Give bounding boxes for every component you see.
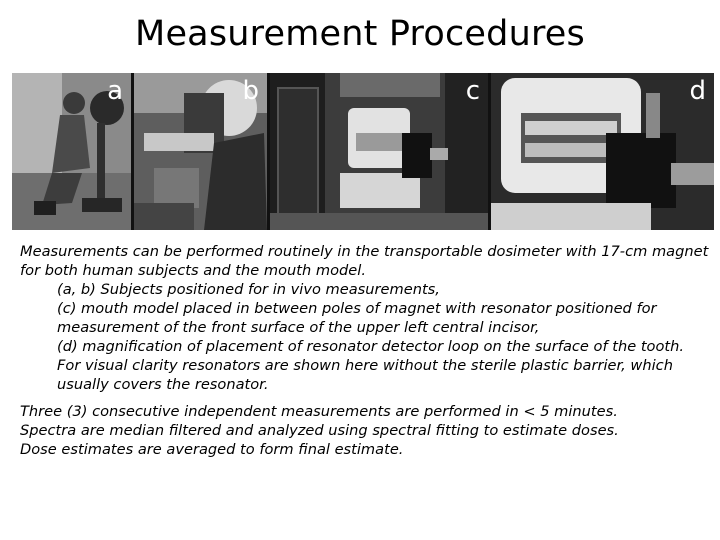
photo-c-image xyxy=(270,73,488,230)
summary-line-3: Dose estimates are averaged to form final estimate. xyxy=(20,441,404,458)
panel-label: a xyxy=(107,76,123,106)
panel-label: c xyxy=(465,76,480,106)
intro-text: Measurements can be performed routinely in the transportable dosimeter with 17-cm magnet for both human subjects and the mouth model. xyxy=(20,243,709,279)
item-d: (d) magnification of placement of resonator detector loop on the surface of the tooth. For visual clarity resonators are shown here without the sterile plastic barrier, which usually covers the resonator. xyxy=(57,338,685,393)
item-ab: (a, b) Subjects positioned for in vivo measurements, xyxy=(57,281,440,298)
body-text xyxy=(20,242,710,459)
summary-line-2: Spectra are median filtered and analyzed using spectral fitting to estimate doses. xyxy=(20,422,619,439)
item-c: (c) mouth model placed in between poles of magnet with resonator positioned for measurement of the front surface of the upper left central incisor, xyxy=(57,300,657,336)
summary-line-1: Three (3) consecutive independent measurements are performed in < 5 minutes. xyxy=(20,403,618,420)
photo-strip xyxy=(12,73,714,230)
panel-label: d xyxy=(689,76,706,106)
photo-d-image xyxy=(491,73,714,230)
photo-panel-b xyxy=(134,73,267,230)
panel-label: b xyxy=(242,76,259,106)
photo-panel-a xyxy=(12,73,131,230)
slide-title: Measurement Procedures xyxy=(135,14,585,54)
photo-panel-c xyxy=(270,73,488,230)
photo-panel-d xyxy=(491,73,714,230)
